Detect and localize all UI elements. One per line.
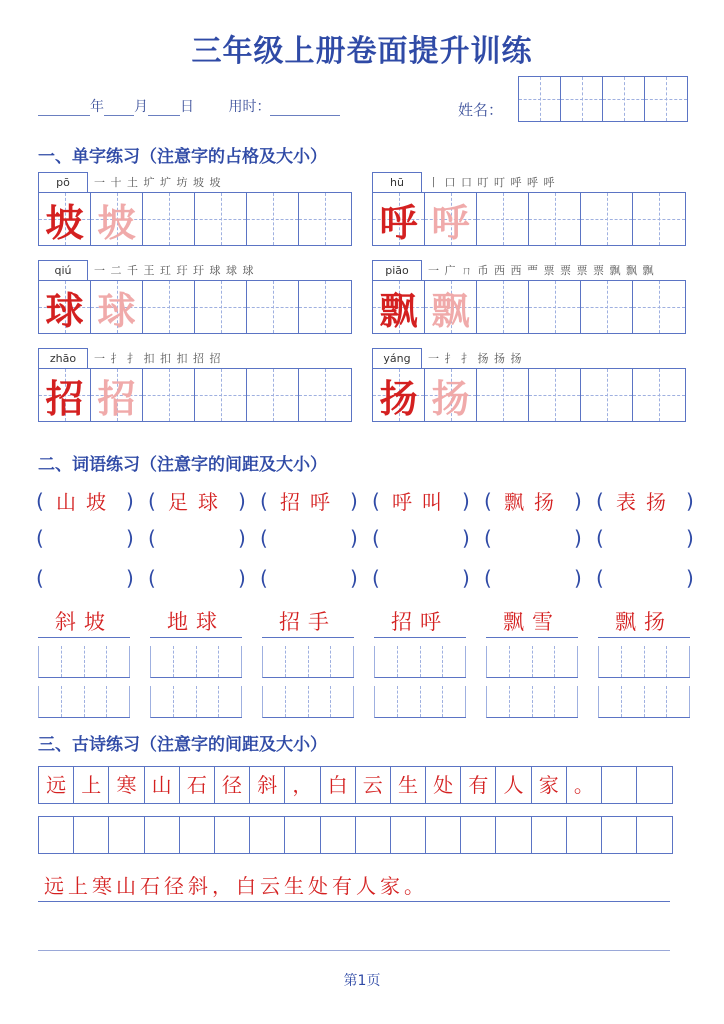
poem-cell: 远 [39, 767, 74, 803]
paren-word: ( 招呼 ) [260, 486, 372, 515]
tian-grid-cell [91, 281, 143, 333]
word-practice-grid[interactable] [486, 646, 578, 678]
pinyin-label: hū [372, 172, 422, 192]
time-used-label: 用时： [228, 99, 271, 115]
poem-cell: 人 [496, 767, 531, 803]
pinyin-label: pō [38, 172, 88, 192]
paren-row [36, 486, 708, 515]
poem-cell: 径 [215, 767, 250, 803]
paren-word[interactable]: ( ) [596, 566, 694, 590]
char-grid-row[interactable] [372, 368, 686, 422]
paren-row [36, 526, 708, 550]
poem-practice-cell[interactable] [637, 817, 672, 853]
tian-grid-cell[interactable] [477, 281, 529, 333]
model-char: 球 [45, 287, 84, 333]
char-grid-row[interactable] [372, 192, 686, 246]
tian-grid-cell [39, 193, 91, 245]
poem-cell: 山 [145, 767, 180, 803]
trace-char: 球 [97, 287, 136, 333]
paren-word: ( 山坡 ) [36, 486, 148, 515]
poem-practice-cell[interactable] [356, 817, 391, 853]
word-practice-grid[interactable] [38, 686, 130, 718]
char-grid-row[interactable] [38, 280, 352, 334]
model-char: 扬 [379, 375, 418, 421]
word-practice-grid[interactable] [486, 686, 578, 718]
pinyin-label: piāo [372, 260, 422, 280]
word-model: 飘扬 [598, 606, 690, 638]
tian-grid-cell[interactable] [633, 369, 685, 421]
word-grid-row [38, 606, 710, 718]
word-practice-grid[interactable] [262, 686, 354, 718]
trace-char: 呼 [431, 199, 470, 245]
paren-word: ( 足球 ) [148, 486, 260, 515]
tian-grid-cell [91, 193, 143, 245]
paren-word[interactable]: ( ) [260, 526, 358, 550]
stroke-order: 丨 口 口 叮 叮 呼 呼 呼 [428, 176, 556, 189]
poem-practice-cell[interactable] [74, 817, 109, 853]
paren-word-text: 山坡 [56, 490, 116, 514]
poem-practice-cell[interactable] [461, 817, 496, 853]
tian-grid-cell[interactable] [477, 193, 529, 245]
pinyin-label: qiú [38, 260, 88, 280]
poem-cell: 处 [426, 767, 461, 803]
tian-grid-cell[interactable] [299, 369, 351, 421]
word-model: 招呼 [374, 606, 466, 638]
tian-grid-cell [425, 369, 477, 421]
word-model: 地球 [150, 606, 242, 638]
paren-word[interactable]: ( ) [148, 566, 246, 590]
section2-title: 二、词语练习（注意字的间距及大小） [38, 455, 327, 475]
tian-grid-cell[interactable] [633, 193, 685, 245]
tian-grid-cell[interactable] [143, 369, 195, 421]
model-char: 飘 [379, 287, 418, 333]
day-blank[interactable] [148, 115, 180, 116]
paren-word[interactable]: ( ) [260, 566, 358, 590]
tian-grid-cell[interactable] [299, 193, 351, 245]
poem-practice-cell[interactable] [215, 817, 250, 853]
poem-practice-cell[interactable] [567, 817, 602, 853]
tian-grid-cell [39, 369, 91, 421]
month-blank[interactable] [104, 115, 134, 116]
tian-grid-cell[interactable] [529, 193, 581, 245]
poem-cell: 云 [356, 767, 391, 803]
poem-practice-cell[interactable] [145, 817, 180, 853]
poem-practice-cell[interactable] [285, 817, 320, 853]
trace-char: 飘 [431, 287, 470, 333]
word-practice-grid[interactable] [598, 686, 690, 718]
paren-word-text: 足球 [168, 490, 228, 514]
poem-practice-cell[interactable] [180, 817, 215, 853]
tian-grid-cell[interactable] [633, 281, 685, 333]
tian-grid-cell[interactable] [143, 281, 195, 333]
word-model: 飘雪 [486, 606, 578, 638]
paren-word: ( 呼叫 ) [372, 486, 484, 515]
poem-practice-cell[interactable] [426, 817, 461, 853]
paren-word: ( 飘扬 ) [484, 486, 596, 515]
word-group [38, 606, 150, 718]
tian-grid-cell[interactable] [195, 369, 247, 421]
poem-cell: ， [285, 767, 320, 803]
page-number: 第1页 [343, 973, 381, 989]
tian-grid-cell [373, 369, 425, 421]
stroke-order: 一 扌 扌 扬 扬 扬 [428, 352, 523, 365]
word-group [150, 606, 262, 718]
year-label: 年 [90, 99, 104, 115]
poem-practice-cell[interactable] [391, 817, 426, 853]
word-practice-grid[interactable] [150, 646, 242, 678]
word-model: 招手 [262, 606, 354, 638]
word-practice-grid[interactable] [374, 646, 466, 678]
word-practice-grid[interactable] [374, 686, 466, 718]
pinyin-label: yáng [372, 348, 422, 368]
model-char: 坡 [45, 199, 84, 245]
poem-cell: 生 [391, 767, 426, 803]
char-grid-row[interactable] [38, 368, 352, 422]
stroke-order: 一 二 千 王 玒 玗 玗 球 球 球 [94, 264, 255, 277]
tian-grid-cell[interactable] [477, 369, 529, 421]
tian-grid-cell[interactable] [581, 193, 633, 245]
tian-grid-cell[interactable] [581, 369, 633, 421]
trace-char: 坡 [97, 199, 136, 245]
word-practice-grid[interactable] [598, 646, 690, 678]
poem-cell: 白 [321, 767, 356, 803]
model-char: 招 [45, 375, 84, 421]
paren-word[interactable]: ( ) [484, 566, 582, 590]
poem-practice-cell[interactable] [532, 817, 567, 853]
poem-grid-filled [38, 766, 673, 804]
paren-word[interactable]: ( ) [596, 526, 694, 550]
word-practice-grid[interactable] [38, 646, 130, 678]
word-model: 斜坡 [38, 606, 130, 638]
trace-char: 招 [97, 375, 136, 421]
poem-cell: 寒 [109, 767, 144, 803]
tian-grid-cell[interactable] [195, 281, 247, 333]
poem-cell: 家 [532, 767, 567, 803]
poem-practice-cell[interactable] [602, 817, 637, 853]
paren-word[interactable]: ( ) [372, 566, 470, 590]
name-label: 姓名： [458, 101, 504, 119]
word-group [486, 606, 598, 718]
poem-cell: 石 [180, 767, 215, 803]
tian-grid-cell [425, 281, 477, 333]
paren-word[interactable]: ( ) [36, 526, 134, 550]
char-grid-row[interactable] [38, 192, 352, 246]
paren-word[interactable]: ( ) [372, 526, 470, 550]
poem-cell: 上 [74, 767, 109, 803]
word-group [598, 606, 710, 718]
year-blank[interactable] [38, 115, 90, 116]
paren-word[interactable]: ( ) [36, 566, 134, 590]
footer-divider [38, 950, 670, 951]
paren-word[interactable]: ( ) [148, 526, 246, 550]
paren-row [36, 566, 708, 590]
poem-line: 远上寒山石径斜，白云生处有人家。 [38, 870, 670, 902]
word-group [262, 606, 374, 718]
tian-grid-cell [425, 193, 477, 245]
tian-grid-cell[interactable] [299, 281, 351, 333]
month-label: 月 [134, 99, 148, 115]
pinyin-label: zhāo [38, 348, 88, 368]
tian-grid-cell [373, 193, 425, 245]
section1-title: 一、单字练习（注意字的占格及大小） [38, 147, 327, 167]
section3-title: 三、古诗练习（注意字的间距及大小） [38, 735, 327, 755]
word-practice-grid[interactable] [150, 686, 242, 718]
tian-grid-cell [39, 281, 91, 333]
time-used-blank[interactable] [270, 115, 340, 116]
tian-grid-cell [373, 281, 425, 333]
word-practice-grid[interactable] [262, 646, 354, 678]
tian-grid-cell[interactable] [581, 281, 633, 333]
tian-grid-cell [91, 369, 143, 421]
paren-word[interactable]: ( ) [484, 526, 582, 550]
stroke-order: 一 广 ㄇ 币 西 西 覀 票 票 票 票 飘 飘 飘 [428, 264, 655, 277]
tian-grid-cell[interactable] [529, 369, 581, 421]
tian-grid-cell[interactable] [247, 193, 299, 245]
poem-cell: 斜 [250, 767, 285, 803]
char-grid-row[interactable] [372, 280, 686, 334]
tian-grid-cell[interactable] [195, 193, 247, 245]
poem-practice-cell[interactable] [250, 817, 285, 853]
day-label: 日 [180, 99, 194, 115]
tian-grid-cell[interactable] [529, 281, 581, 333]
poem-cell: 有 [461, 767, 496, 803]
page-title: 三年级上册卷面提升训练 [191, 34, 533, 69]
poem-practice-cell[interactable] [39, 817, 74, 853]
paren-word-text: 飘扬 [504, 490, 564, 514]
poem-cell [602, 767, 637, 803]
trace-char: 扬 [431, 375, 470, 421]
tian-grid-cell[interactable] [247, 369, 299, 421]
paren-word-text: 呼叫 [392, 490, 452, 514]
paren-word-text: 表扬 [616, 490, 676, 514]
paren-word-text: 招呼 [280, 490, 340, 514]
stroke-order: 一 扌 扌 扣 扣 扣 招 招 [94, 352, 222, 365]
date-time-fields [38, 96, 340, 116]
tian-grid-cell[interactable] [143, 193, 195, 245]
poem-cell [637, 767, 672, 803]
poem-cell: 。 [567, 767, 602, 803]
poem-practice-cell[interactable] [321, 817, 356, 853]
paren-word: ( 表扬 ) [596, 486, 708, 515]
model-char: 呼 [379, 199, 418, 245]
poem-grid-empty[interactable] [38, 816, 673, 854]
poem-practice-cell[interactable] [496, 817, 531, 853]
name-boxes[interactable] [518, 76, 688, 122]
stroke-order: 一 十 土 圹 圹 坊 坡 坡 [94, 176, 222, 189]
tian-grid-cell[interactable] [247, 281, 299, 333]
poem-practice-cell[interactable] [109, 817, 144, 853]
word-group [374, 606, 486, 718]
